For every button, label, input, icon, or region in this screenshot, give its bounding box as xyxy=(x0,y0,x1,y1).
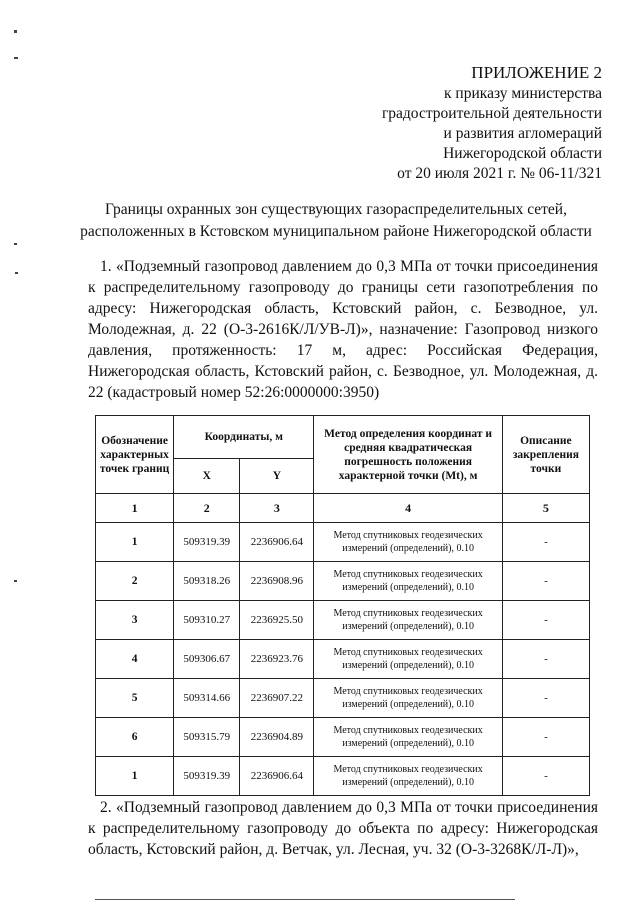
table-row xyxy=(96,679,590,718)
cell-x: 509318.26 xyxy=(174,562,240,601)
table-row xyxy=(96,562,590,601)
cell-x: 509315.79 xyxy=(174,718,240,757)
coordinates-table xyxy=(95,415,590,796)
scan-speck xyxy=(14,243,17,245)
header-method: Метод определения координат и средняя квадратическая погрешность положения характерной точки (Mt), м xyxy=(314,416,502,494)
cell-description: - xyxy=(502,640,589,679)
header-line: Нижегородской области xyxy=(443,145,602,162)
cell-y: 2236906.64 xyxy=(240,523,314,562)
header-coords: Координаты, м xyxy=(174,416,314,459)
cell-y: 2236907.22 xyxy=(240,679,314,718)
paragraph-2: 2. «Подземный газопровод давлением до 0,3 МПа от точки присоединения к распределительному газопроводу до объекта по адресу: Нижегородская область, Кстовский район, д. Ветчак, ул. Лесная, уч. 32 (О-3-3268К/Л-Л)», xyxy=(88,799,598,858)
cell-y: 2236906.64 xyxy=(240,757,314,796)
table-row xyxy=(96,757,590,796)
header-line: от 20 июля 2021 г. № 06-11/321 xyxy=(397,165,602,182)
header-description: Описание закрепления точки xyxy=(502,416,589,494)
cell-x: 509306.67 xyxy=(174,640,240,679)
cell-x: 509319.39 xyxy=(174,523,240,562)
cell-method: Метод спутниковых геодезических измерений (определений), 0.10 xyxy=(314,562,502,601)
cell-y: 2236908.96 xyxy=(240,562,314,601)
header-line: градостроительной деятельности xyxy=(381,105,602,122)
column-number-row xyxy=(96,494,590,523)
header-point: Обозначение характерных точек границ xyxy=(96,416,174,494)
bottom-rule xyxy=(95,899,515,900)
title-line: Границы охранных зон существующих газораспределительных сетей, xyxy=(105,201,567,218)
header-y: Y xyxy=(240,459,314,494)
cell-x: 509319.39 xyxy=(174,757,240,796)
cell-x: 509310.27 xyxy=(174,601,240,640)
cell-description: - xyxy=(502,523,589,562)
cell-y: 2236925.50 xyxy=(240,601,314,640)
cell-point: 3 xyxy=(96,601,174,640)
cell-method: Метод спутниковых геодезических измерений (определений), 0.10 xyxy=(314,640,502,679)
scan-speck xyxy=(14,57,18,59)
cell-method: Метод спутниковых геодезических измерений (определений), 0.10 xyxy=(314,757,502,796)
cell-point: 4 xyxy=(96,640,174,679)
column-number: 5 xyxy=(502,494,589,523)
table-row xyxy=(96,523,590,562)
cell-method: Метод спутниковых геодезических измерений (определений), 0.10 xyxy=(314,523,502,562)
cell-description: - xyxy=(502,562,589,601)
cell-point: 6 xyxy=(96,718,174,757)
appendix-header xyxy=(382,62,602,184)
cell-description: - xyxy=(502,757,589,796)
cell-description: - xyxy=(502,601,589,640)
table-row xyxy=(96,640,590,679)
paragraph-1: 1. «Подземный газопровод давлением до 0,3 МПа от точки присоединения к распределительному газопроводу до границы сети газопотребления по адресу: Нижегородская область, Кстовский район, с. Безводное, ул. Молодежная, д. 22 (О-3-2616К/Л/УВ-Л)», назначение: Газопровод низкого давления, протяженность: 17 м, адрес: Российская Федерация, Нижегородская область, Кстовский район, с. Безводное, ул. Молодежная, д. 22 (кадастровый номер 52:26:0000000:3950) xyxy=(88,258,598,401)
cell-description: - xyxy=(502,679,589,718)
column-number: 4 xyxy=(314,494,502,523)
header-line: и развития агломераций xyxy=(443,125,602,142)
scan-speck xyxy=(14,580,17,582)
cell-x: 509314.66 xyxy=(174,679,240,718)
cell-method: Метод спутниковых геодезических измерений (определений), 0.10 xyxy=(314,718,502,757)
table-header-row xyxy=(96,416,590,459)
appendix-title: ПРИЛОЖЕНИЕ 2 xyxy=(471,63,602,82)
document-title xyxy=(70,199,602,243)
column-number: 1 xyxy=(96,494,174,523)
cell-description: - xyxy=(502,718,589,757)
cell-point: 5 xyxy=(96,679,174,718)
scan-speck xyxy=(15,272,18,274)
header-x: X xyxy=(174,459,240,494)
table-row xyxy=(96,601,590,640)
title-line: расположенных в Кстовском муниципальном районе Нижегородской области xyxy=(80,223,592,240)
column-number: 3 xyxy=(240,494,314,523)
scan-speck xyxy=(14,30,17,33)
cell-point: 1 xyxy=(96,523,174,562)
cell-method: Метод спутниковых геодезических измерений (определений), 0.10 xyxy=(314,679,502,718)
cell-y: 2236904.89 xyxy=(240,718,314,757)
column-number: 2 xyxy=(174,494,240,523)
cell-point: 2 xyxy=(96,562,174,601)
cell-y: 2236923.76 xyxy=(240,640,314,679)
cell-method: Метод спутниковых геодезических измерений (определений), 0.10 xyxy=(314,601,502,640)
cell-point: 1 xyxy=(96,757,174,796)
table-row xyxy=(96,718,590,757)
header-line: к приказу министерства xyxy=(444,85,602,102)
